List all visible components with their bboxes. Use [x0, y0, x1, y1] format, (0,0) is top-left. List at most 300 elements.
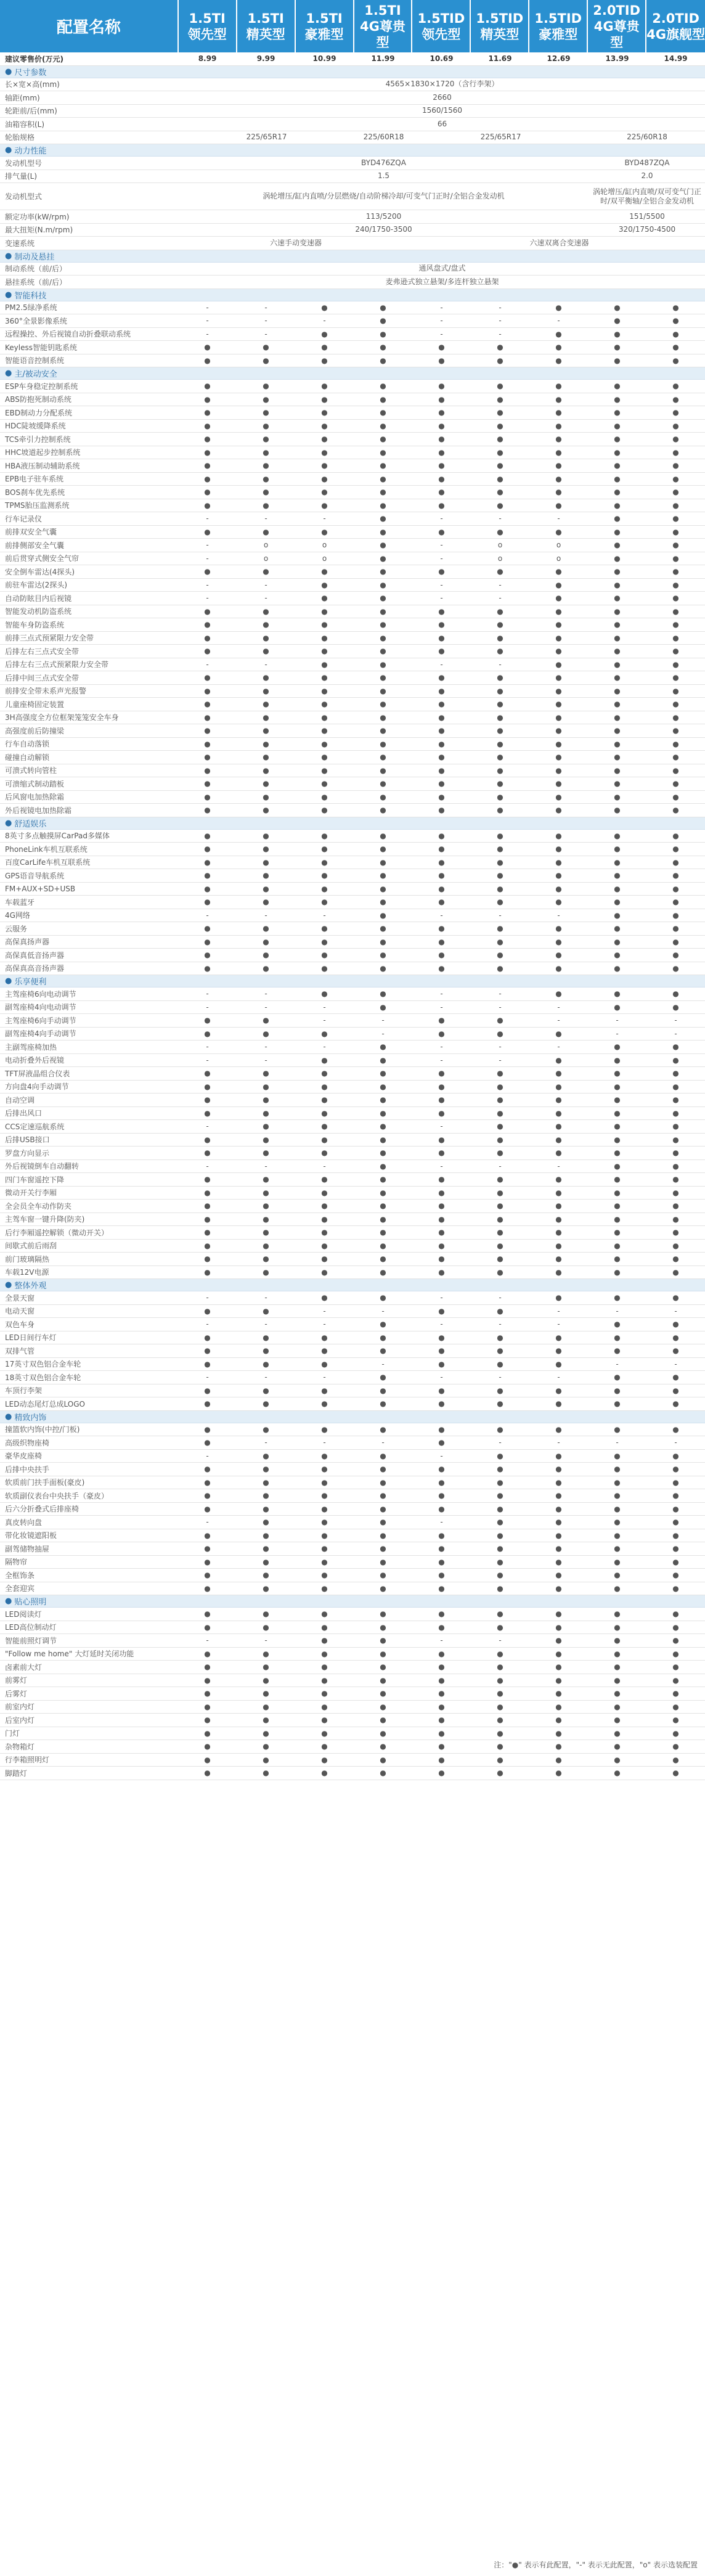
row-values [178, 301, 705, 314]
row-values [178, 592, 705, 605]
row-values [178, 52, 705, 65]
cell-value: ● [204, 461, 211, 470]
cell-value: - [264, 1055, 267, 1065]
row-values [178, 1107, 705, 1120]
cell-value: ● [672, 806, 679, 815]
cell-value: ● [672, 937, 679, 946]
table-row [0, 1120, 705, 1134]
row-values [179, 237, 705, 250]
cell-value: ● [438, 461, 445, 470]
cell-value: ● [555, 1544, 562, 1553]
table-row [0, 512, 705, 526]
cell-value: ● [380, 514, 386, 523]
table-row [0, 263, 705, 276]
cell-value: ● [380, 527, 386, 536]
table-row [0, 1014, 705, 1028]
cell-value: - [206, 1042, 209, 1052]
cell-value: ● [555, 1518, 562, 1527]
table-row [0, 1331, 705, 1345]
cell-value: ● [263, 844, 269, 854]
cell-value: 10.69 [430, 54, 454, 63]
row-values [178, 1556, 705, 1569]
cell-value: ● [263, 382, 269, 391]
table-row [0, 1648, 705, 1661]
cell-value: ● [672, 329, 679, 338]
cell-value: ● [672, 1662, 679, 1672]
cell-value: - [264, 910, 267, 920]
table-row [0, 237, 705, 250]
cell-value: - [381, 1016, 385, 1025]
cell-value: ● [672, 898, 679, 907]
cell-value: ● [497, 1029, 503, 1038]
section-header [0, 817, 705, 830]
cell-value: ● [555, 1531, 562, 1540]
cell-value: ● [497, 1201, 503, 1211]
row-label: 制动系统（前/后） [5, 264, 67, 274]
cell-value: ● [672, 1465, 679, 1474]
cell-value: ● [380, 594, 386, 603]
cell-value: ● [204, 1478, 211, 1487]
cell-value: ● [497, 1689, 503, 1698]
cell-value: ● [380, 1161, 386, 1171]
merged-cell-value: 320/1750-4500 [618, 225, 676, 234]
cell-value: ● [497, 356, 503, 365]
table-row [0, 698, 705, 711]
cell-value: ● [380, 1108, 386, 1118]
row-label: 长×宽×高(mm) [5, 80, 60, 89]
merged-cell-value: 225/65R17 [246, 133, 287, 142]
cell-value: - [440, 1042, 443, 1052]
cell-value: ● [497, 713, 503, 722]
cell-value: - [499, 580, 502, 589]
table-row [0, 1701, 705, 1714]
row-label: 后排中间三点式安全带 [5, 673, 79, 682]
cell-value: ● [614, 1188, 621, 1197]
cell-value: ● [555, 1188, 562, 1197]
cell-value: - [499, 1002, 502, 1012]
cell-value: ● [321, 924, 328, 933]
table-row [0, 1397, 705, 1411]
cell-value: ● [380, 1478, 386, 1487]
row-values [178, 843, 705, 856]
cell-value: - [440, 1055, 443, 1065]
row-values [178, 354, 705, 367]
row-label: 车载蓝牙 [5, 898, 35, 907]
cell-value: ● [380, 806, 386, 815]
row-label: 前驻车雷达(2探头) [5, 581, 67, 590]
merged-cell-value: 1.5 [377, 171, 390, 181]
section-title: 主/被动安全 [14, 370, 57, 379]
cell-value: ● [438, 1214, 445, 1224]
cell-value: ● [263, 1175, 269, 1184]
cell-value: ● [204, 673, 211, 682]
section-title: 智能科技 [14, 291, 47, 301]
cell-value: ● [263, 1029, 269, 1038]
merged-cell-value: 麦弗逊式独立悬架/多连杆独立悬架 [385, 277, 499, 286]
cell-value: ● [204, 713, 211, 722]
cell-value: ● [555, 421, 562, 430]
table-row [0, 210, 705, 224]
cell-value: ● [380, 329, 386, 338]
cell-value: ● [438, 567, 445, 576]
row-values [178, 645, 705, 658]
cell-value: ● [321, 580, 328, 589]
cell-value: ● [672, 527, 679, 536]
row-label: 微动开关行李厢 [5, 1188, 57, 1198]
cell-value: ● [380, 1148, 386, 1158]
cell-value: ● [204, 1465, 211, 1474]
table-row [0, 91, 705, 105]
cell-value: ● [380, 1320, 386, 1329]
row-label: ABS防抱死制动系统 [5, 395, 71, 404]
cell-value: ● [614, 633, 621, 642]
cell-value: ● [555, 1108, 562, 1118]
cell-value: ● [321, 1649, 328, 1658]
cell-value: ● [380, 1465, 386, 1474]
cell-value: ● [438, 871, 445, 880]
row-values [178, 1582, 705, 1595]
cell-value: ● [555, 1728, 562, 1738]
table-row [0, 1094, 705, 1107]
cell-value: ● [438, 1254, 445, 1264]
cell-value: ● [438, 1029, 445, 1038]
cell-value: ● [497, 1702, 503, 1711]
cell-value: ● [263, 1584, 269, 1593]
table-row [0, 949, 705, 962]
cell-value: ● [555, 1584, 562, 1593]
cell-value: ● [263, 1768, 269, 1778]
cell-value: ● [263, 1108, 269, 1118]
row-values [178, 1463, 705, 1476]
cell-value: ● [380, 1267, 386, 1277]
cell-value: ● [204, 1728, 211, 1738]
cell-value: ● [672, 1399, 679, 1409]
section-header [0, 975, 705, 987]
table-row [0, 433, 705, 446]
row-values [178, 1147, 705, 1159]
cell-value: ● [672, 1069, 679, 1078]
cell-value: ● [614, 937, 621, 946]
cell-value: ● [204, 1438, 211, 1447]
cell-value: ● [321, 937, 328, 946]
cell-value: ● [614, 1095, 621, 1105]
cell-value: ● [204, 806, 211, 815]
cell-value: - [440, 541, 443, 550]
cell-value: ● [438, 884, 445, 893]
cell-value: ● [555, 567, 562, 576]
cell-value: ● [204, 884, 211, 893]
cell-value: ● [497, 1649, 503, 1658]
cell-value: ● [438, 1267, 445, 1277]
table-row [0, 618, 705, 632]
cell-value: ● [555, 660, 562, 669]
table-row [0, 1240, 705, 1253]
table-row [0, 1727, 705, 1741]
cell-value: ● [263, 1702, 269, 1711]
cell-value: ● [497, 488, 503, 497]
cell-value: ● [321, 1662, 328, 1672]
row-label: 悬挂系统（前/后） [5, 277, 67, 287]
cell-value: ● [321, 1095, 328, 1105]
cell-value: ● [380, 633, 386, 642]
table-row [0, 183, 705, 210]
cell-value: ● [497, 461, 503, 470]
row-values [178, 1305, 705, 1318]
cell-value: - [499, 594, 502, 603]
table-row [0, 1489, 705, 1503]
row-values [178, 1054, 705, 1067]
cell-value: - [499, 1161, 502, 1171]
row-label: 安全倒车雷达(4探头) [5, 567, 75, 576]
cell-value: ● [321, 871, 328, 880]
cell-value: ● [321, 1689, 328, 1698]
header-model-9: 2.0TID 4G旗舰型 [646, 0, 705, 52]
cell-value: ● [672, 871, 679, 880]
cell-value: ● [438, 607, 445, 616]
cell-value: - [616, 1016, 619, 1025]
cell-value: ● [672, 541, 679, 550]
cell-value: ● [204, 382, 211, 391]
cell-value: ● [204, 1531, 211, 1540]
cell-value: ● [321, 857, 328, 867]
cell-value: - [206, 1373, 209, 1382]
cell-value: ● [204, 1082, 211, 1091]
cell-value: ● [672, 1728, 679, 1738]
cell-value: ● [555, 1214, 562, 1224]
cell-value: ● [555, 1095, 562, 1105]
cell-value: ● [672, 395, 679, 404]
cell-value: ● [438, 1544, 445, 1553]
cell-value: ● [497, 567, 503, 576]
cell-value: ● [672, 1293, 679, 1302]
cell-value: - [323, 1016, 326, 1025]
cell-value: - [264, 303, 267, 312]
cell-value: ● [204, 408, 211, 417]
cell-value: ● [321, 1544, 328, 1553]
cell-value: - [381, 1438, 385, 1447]
row-label: 前室内灯 [5, 1703, 35, 1712]
cell-value: ● [204, 1333, 211, 1342]
cell-value: - [499, 1293, 502, 1302]
table-row [0, 987, 705, 1001]
cell-value: ● [555, 633, 562, 642]
row-label: 门灯 [5, 1729, 20, 1738]
cell-value: ● [672, 1135, 679, 1144]
cell-value: ● [497, 726, 503, 735]
cell-value: ● [380, 1451, 386, 1460]
section-header [0, 1595, 705, 1608]
cell-value: ● [321, 989, 328, 999]
cell-value: ● [438, 792, 445, 801]
cell-value: ● [672, 1346, 679, 1355]
cell-value: ● [321, 1333, 328, 1342]
cell-value: ● [614, 673, 621, 682]
cell-value: ● [380, 421, 386, 430]
cell-value: ● [263, 726, 269, 735]
cell-value: ● [555, 1557, 562, 1566]
section-bullet-icon: ● [5, 290, 12, 300]
cell-value: - [264, 316, 267, 325]
cell-value: ● [438, 1478, 445, 1487]
cell-value: ● [614, 343, 621, 352]
cell-value: ● [204, 1768, 211, 1778]
cell-value: ● [614, 1478, 621, 1487]
cell-value: - [616, 1359, 619, 1368]
cell-value: ● [438, 1768, 445, 1778]
cell-value: ● [555, 1636, 562, 1645]
table-row [0, 1450, 705, 1463]
cell-value: ● [672, 633, 679, 642]
cell-value: ● [204, 1306, 211, 1315]
cell-value: ● [614, 303, 621, 312]
cell-value: ● [497, 884, 503, 893]
cell-value: ● [204, 1675, 211, 1685]
row-values [178, 1767, 705, 1780]
cell-value: - [499, 1320, 502, 1329]
cell-value: - [557, 1306, 560, 1315]
row-values [178, 751, 705, 764]
table-row [0, 157, 705, 170]
cell-value: ● [380, 1636, 386, 1645]
cell-value: ● [380, 1622, 386, 1632]
cell-value: - [323, 1320, 326, 1329]
cell-value: ● [380, 1662, 386, 1672]
table-row [0, 314, 705, 328]
cell-value: ● [204, 1175, 211, 1184]
section-bullet-icon: ● [5, 369, 12, 378]
cell-value: ● [263, 408, 269, 417]
cell-value: ● [497, 1675, 503, 1685]
cell-value: ● [555, 435, 562, 444]
cell-value: - [323, 1042, 326, 1052]
cell-value: o [556, 541, 561, 550]
cell-value: ● [555, 488, 562, 497]
cell-value: - [440, 1122, 443, 1131]
cell-value: ● [263, 739, 269, 748]
cell-value: ● [497, 937, 503, 946]
cell-value: ● [321, 1135, 328, 1144]
cell-value: ● [672, 461, 679, 470]
cell-value: ● [614, 408, 621, 417]
cell-value: ● [263, 753, 269, 762]
cell-value: ● [321, 1241, 328, 1250]
table-row [0, 1266, 705, 1280]
cell-value: ● [438, 620, 445, 629]
cell-value: ● [614, 316, 621, 325]
cell-value: - [557, 1373, 560, 1382]
row-label: 方向盘4向手动调节 [5, 1082, 69, 1092]
cell-value: - [557, 316, 560, 325]
cell-value: ● [497, 1254, 503, 1264]
cell-value: ● [321, 963, 328, 973]
cell-value: ● [614, 1584, 621, 1593]
cell-value: ● [380, 1333, 386, 1342]
row-label: 软质前门扶手面板(豪皮) [5, 1478, 85, 1487]
cell-value: ● [438, 1702, 445, 1711]
cell-value: ● [321, 884, 328, 893]
cell-value: 11.69 [488, 54, 512, 63]
cell-value: - [440, 594, 443, 603]
header-model-5: 1.5TID 领先型 [412, 0, 471, 52]
table-row [0, 645, 705, 658]
cell-value: ● [263, 1267, 269, 1277]
row-label: 可溃缩式制动踏板 [5, 779, 65, 788]
row-values [178, 1358, 705, 1371]
table-row [0, 685, 705, 698]
cell-value: ● [555, 461, 562, 470]
cell-value: ● [672, 739, 679, 748]
cell-value: ● [555, 1491, 562, 1500]
cell-value: ● [614, 1148, 621, 1158]
cell-value: ● [555, 329, 562, 338]
cell-value: ● [438, 1438, 445, 1447]
cell-value: ● [380, 1728, 386, 1738]
table-row [0, 1503, 705, 1516]
cell-value: ● [614, 1161, 621, 1171]
cell-value: ● [614, 329, 621, 338]
row-values [178, 922, 705, 935]
merged-cell-value: 66 [437, 119, 447, 128]
cell-value: ● [380, 541, 386, 550]
cell-value: ● [263, 1359, 269, 1368]
row-label: 外后视镜电加热除霜 [5, 806, 72, 815]
cell-value: - [499, 303, 502, 312]
row-values [178, 1001, 705, 1014]
cell-value: ● [614, 1728, 621, 1738]
cell-value: ● [672, 910, 679, 920]
cell-value: ● [204, 567, 211, 576]
cell-value: ● [380, 898, 386, 907]
merged-cell-value: BYD487ZQA [624, 158, 670, 167]
cell-value: ● [321, 1715, 328, 1725]
cell-value: ● [321, 1478, 328, 1487]
cell-value: - [440, 1636, 443, 1645]
cell-value: ● [497, 1069, 503, 1078]
row-values [178, 565, 705, 578]
section-header [0, 66, 705, 78]
row-values [178, 328, 705, 341]
cell-value: 8.99 [198, 54, 217, 63]
cell-value: ● [204, 1148, 211, 1158]
row-values [178, 1081, 705, 1094]
merged-cell-value: 225/65R17 [480, 133, 521, 142]
row-values [178, 1120, 705, 1133]
cell-value: ● [263, 1609, 269, 1619]
row-label: 4G网络 [5, 911, 30, 920]
cell-value: ● [672, 1148, 679, 1158]
cell-value: ● [614, 989, 621, 999]
section-header [0, 367, 705, 380]
cell-value: ● [672, 1425, 679, 1434]
cell-value: ● [380, 1254, 386, 1264]
row-label: 脚踏灯 [5, 1768, 28, 1778]
cell-value: ● [672, 421, 679, 430]
cell-value: ● [497, 1135, 503, 1144]
cell-value: o [497, 541, 503, 550]
cell-value: - [674, 1029, 677, 1038]
cell-value: ● [672, 567, 679, 576]
row-label: 后六分折叠式后排座椅 [5, 1505, 79, 1514]
cell-value: ● [672, 474, 679, 483]
cell-value: ● [380, 1675, 386, 1685]
cell-value: ● [614, 1518, 621, 1527]
cell-value: - [206, 910, 209, 920]
cell-value: ● [380, 461, 386, 470]
cell-value: ● [263, 461, 269, 470]
cell-value: ● [614, 594, 621, 603]
cell-value: ● [380, 382, 386, 391]
cell-value: ● [204, 501, 211, 510]
